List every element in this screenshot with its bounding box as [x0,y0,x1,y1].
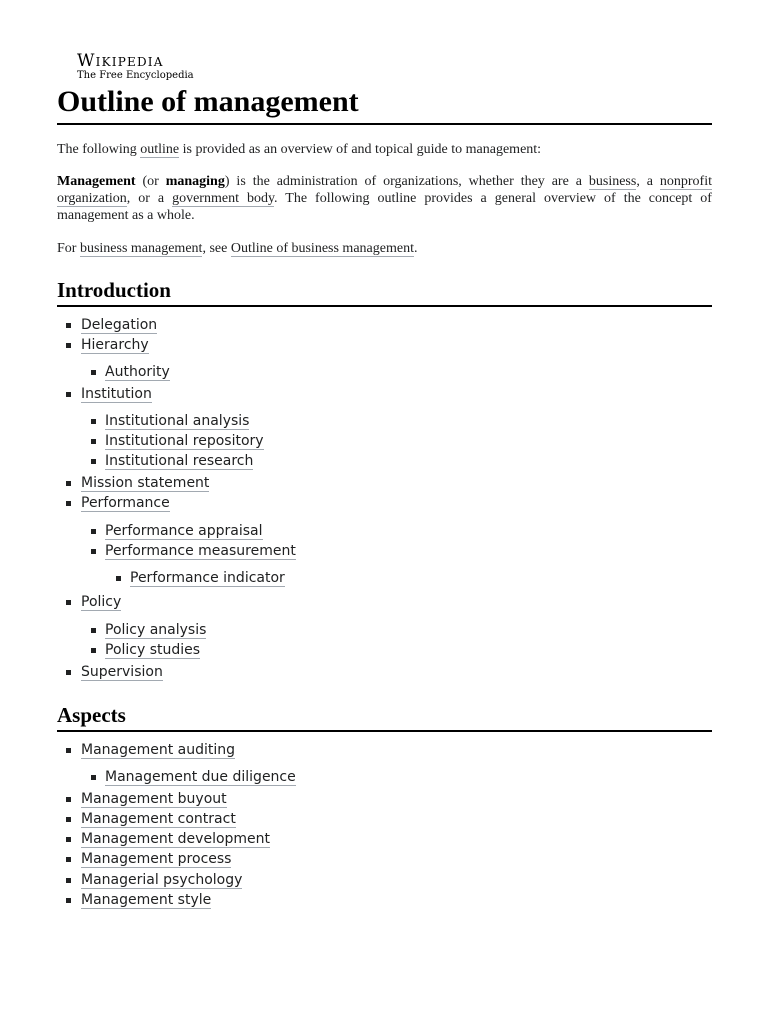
list-link-authority[interactable]: Authority [105,364,170,380]
list-bullet [91,628,96,633]
list-link-institutional-research[interactable]: Institutional research [105,453,254,469]
list-link-managerial-psychology[interactable]: Managerial psychology [81,872,243,888]
page-title: Outline of management [57,82,712,125]
list-item [105,641,200,659]
list-item [81,850,231,868]
list-link-hierarchy[interactable]: Hierarchy [81,337,149,353]
list-item [81,593,121,611]
link-outline-of-business-management[interactable]: Outline of business management [230,241,414,256]
list-bullet [66,878,71,883]
logo-tagline: The Free Encyclopedia [77,70,194,81]
list-item [81,663,163,681]
link-business[interactable]: business [588,174,637,189]
list-bullet [91,529,96,534]
list-link-management-process[interactable]: Management process [81,851,232,867]
list-link-institutional-analysis[interactable]: Institutional analysis [105,413,250,429]
list-link-management-development[interactable]: Management development [81,831,271,847]
bold-term-managing: managing [165,174,225,189]
logo-wordmark: Wikipedia [77,51,164,71]
text-run: . The following outline provides a general overview of the concept of management as a whole. [57,191,712,223]
link-government-body[interactable]: government body [172,191,275,206]
list-item [105,522,263,540]
list-item [81,385,152,403]
list-item [81,891,211,909]
list-link-mission-statement[interactable]: Mission statement [81,475,210,491]
intro-paragraph-1 [57,141,712,158]
list-item [81,830,270,848]
list-bullet [66,600,71,605]
list-bullet [66,501,71,506]
list-item [81,316,157,334]
list-link-performance-measurement[interactable]: Performance measurement [105,543,296,559]
list-link-institution[interactable]: Institution [81,386,152,402]
list-item [81,336,149,354]
list-item [81,790,227,808]
list-bullet [91,439,96,444]
list-item [105,432,264,450]
text-run: The following [57,142,141,157]
text-run: . [413,241,418,256]
list-item [81,474,209,492]
list-bullet [66,343,71,348]
list-bullet [91,648,96,653]
list-link-policy-studies[interactable]: Policy studies [105,642,201,658]
intro-paragraph-3 [57,240,712,257]
list-link-performance-indicator[interactable]: Performance indicator [130,570,285,586]
list-link-policy-analysis[interactable]: Policy analysis [105,622,207,638]
list-link-policy[interactable]: Policy [81,594,122,610]
list-bullet [66,670,71,675]
list-link-delegation[interactable]: Delegation [81,317,158,333]
list-link-management-contract[interactable]: Management contract [81,811,236,827]
list-item [81,871,242,889]
list-bullet [91,775,96,780]
list-link-supervision[interactable]: Supervision [81,664,163,680]
list-link-management-buyout[interactable]: Management buyout [81,791,227,807]
list-bullet [66,748,71,753]
list-link-performance-appraisal[interactable]: Performance appraisal [105,523,263,539]
list-item [81,810,236,828]
list-bullet [66,857,71,862]
text-run: ) is the administration of organizations, whether they are a [224,174,589,189]
list-bullet [116,576,121,581]
list-item [105,452,253,470]
list-bullet [66,797,71,802]
list-bullet [91,419,96,424]
list-item [130,569,285,587]
list-item [81,494,170,512]
list-link-institutional-repository[interactable]: Institutional repository [105,433,264,449]
list-item [105,621,206,639]
list-bullet [66,392,71,397]
text-run: For [57,241,80,256]
link-business-management[interactable]: business management [79,241,203,256]
text-run: is provided as an overview of and topical guide to management: [179,142,542,157]
list-bullet [91,459,96,464]
section-heading-aspects: Aspects [57,702,712,732]
text-run: (or [135,174,166,189]
list-bullet [66,323,71,328]
text-run: , or a [126,191,173,206]
list-link-performance[interactable]: Performance [81,495,170,511]
list-item [105,363,170,381]
list-link-management-due-diligence[interactable]: Management due diligence [105,769,296,785]
wikipedia-logo[interactable] [77,51,207,82]
list-bullet [66,837,71,842]
link-nonprofit-organization[interactable]: nonprofit organization [57,174,712,206]
list-item [105,542,296,560]
list-bullet [66,481,71,486]
text-run: , a [636,174,660,189]
section-heading-introduction: Introduction [57,277,712,307]
link-outline[interactable]: outline [140,142,180,157]
list-item [105,412,249,430]
list-link-management-auditing[interactable]: Management auditing [81,742,236,758]
intro-paragraph-2 [57,173,712,224]
list-bullet [66,817,71,822]
list-bullet [91,370,96,375]
text-run: , see [202,241,231,256]
list-item [105,768,296,786]
list-item [81,741,235,759]
list-bullet [66,898,71,903]
bold-term-management: Management [57,174,136,189]
list-link-management-style[interactable]: Management style [81,892,212,908]
list-bullet [91,549,96,554]
